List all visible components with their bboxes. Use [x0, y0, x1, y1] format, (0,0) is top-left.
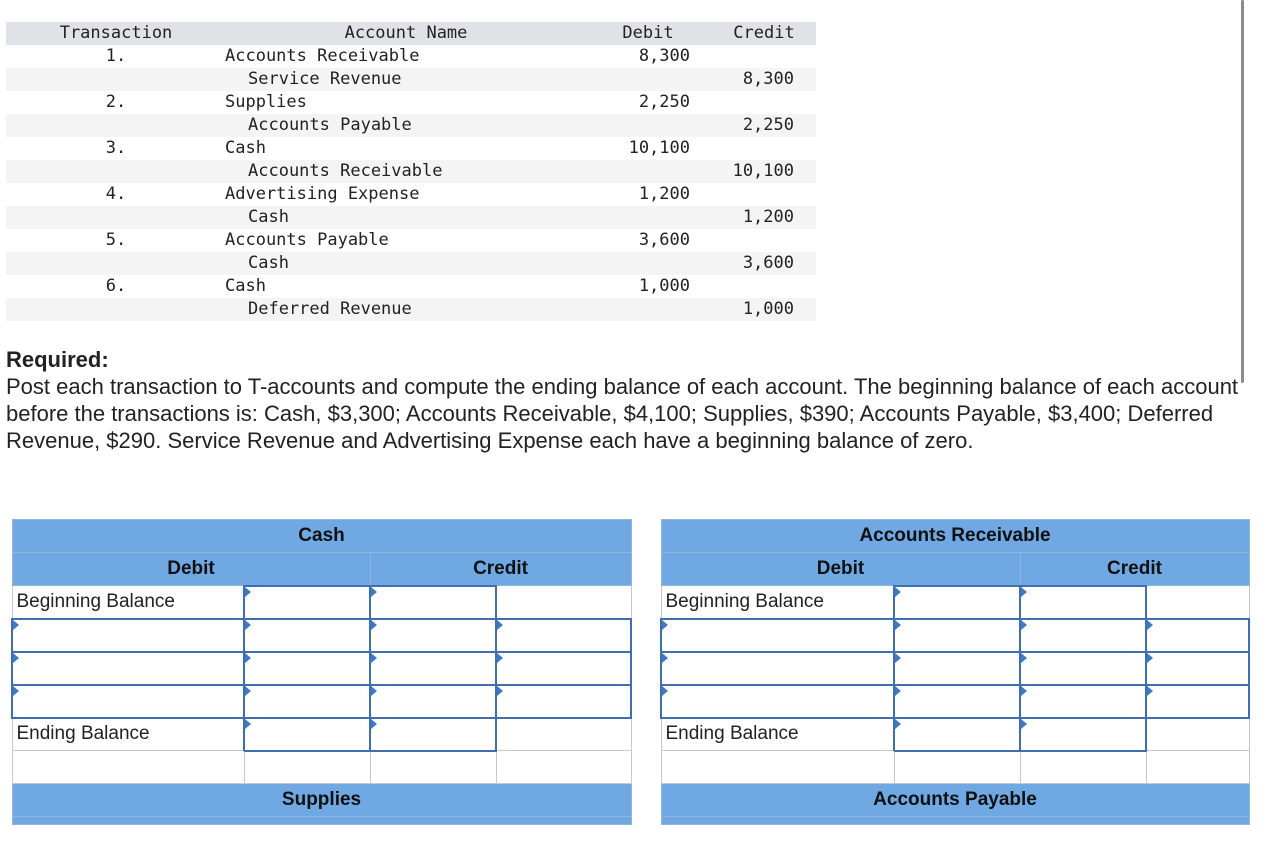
empty-cell	[244, 751, 370, 784]
t-account-accounts-receivable	[660, 519, 1250, 825]
t-account-title: Accounts Receivable	[661, 520, 1249, 553]
empty-cell	[1146, 718, 1249, 751]
credit-entry-select[interactable]	[1020, 652, 1146, 685]
transaction-number: 3.	[105, 138, 127, 158]
debit-column-header: Debit	[12, 553, 370, 586]
empty-cell	[1146, 586, 1249, 619]
empty-cell	[496, 586, 631, 619]
credit-column-header: Credit	[370, 553, 631, 586]
credit-amount-input[interactable]	[1146, 685, 1249, 718]
journal-row	[6, 275, 816, 298]
journal-row	[6, 137, 816, 160]
credit-amount: 1,000	[742, 299, 794, 319]
account-name: Advertising Expense	[225, 184, 420, 204]
transaction-number: 5.	[105, 230, 127, 250]
journal-entries-table	[6, 22, 816, 321]
credit-amount: 3,600	[742, 253, 794, 273]
scrollbar[interactable]	[1241, 0, 1244, 383]
credit-amount-input[interactable]	[496, 619, 631, 652]
debit-amount: 3,600	[638, 230, 690, 250]
ending-balance-label: Ending Balance	[661, 718, 894, 751]
t-account-cash	[11, 519, 632, 825]
empty-cell	[12, 751, 244, 784]
header-transaction: Transaction	[59, 23, 173, 43]
empty-cell	[496, 751, 631, 784]
account-name: Deferred Revenue	[248, 299, 412, 319]
debit-amount-input[interactable]	[244, 619, 370, 652]
required-section	[6, 346, 1246, 454]
debit-entry-select[interactable]	[661, 619, 894, 652]
t-account-title-accounts-payable: Accounts Payable	[661, 784, 1249, 817]
journal-row	[6, 114, 816, 137]
beginning-balance-credit-input[interactable]	[1020, 586, 1146, 619]
empty-cell	[370, 751, 496, 784]
header-credit: Credit	[733, 23, 795, 43]
ending-balance-credit-input[interactable]	[370, 718, 496, 751]
account-name: Cash	[225, 276, 266, 296]
account-name: Accounts Payable	[225, 230, 389, 250]
account-name: Cash	[248, 207, 289, 227]
account-name: Cash	[248, 253, 289, 273]
empty-cell	[1146, 751, 1249, 784]
journal-header-row	[6, 22, 816, 45]
account-name: Service Revenue	[248, 69, 402, 89]
journal-row	[6, 91, 816, 114]
account-name: Cash	[225, 138, 266, 158]
journal-row	[6, 206, 816, 229]
credit-entry-select[interactable]	[370, 685, 496, 718]
beginning-balance-label: Beginning Balance	[661, 586, 894, 619]
credit-amount-input[interactable]	[496, 652, 631, 685]
t-account-title: Cash	[12, 520, 631, 553]
transaction-number: 2.	[105, 92, 127, 112]
t-account-title-supplies: Supplies	[12, 784, 631, 817]
header-debit: Debit	[622, 23, 674, 43]
ending-balance-credit-input[interactable]	[1020, 718, 1146, 751]
account-name: Supplies	[225, 92, 307, 112]
journal-row	[6, 45, 816, 68]
account-name: Accounts Receivable	[225, 46, 420, 66]
account-name: Accounts Receivable	[248, 161, 443, 181]
debit-amount: 8,300	[638, 46, 690, 66]
credit-amount: 1,200	[742, 207, 794, 227]
debit-amount: 1,000	[638, 276, 690, 296]
debit-amount-input[interactable]	[894, 619, 1020, 652]
beginning-balance-credit-input[interactable]	[370, 586, 496, 619]
debit-amount: 10,100	[628, 138, 690, 158]
partial-header-row	[661, 817, 1249, 825]
transaction-number: 4.	[105, 184, 127, 204]
credit-amount: 8,300	[742, 69, 794, 89]
journal-row	[6, 298, 816, 321]
credit-column-header: Credit	[1020, 553, 1249, 586]
ending-balance-label: Ending Balance	[12, 718, 244, 751]
transaction-number: 1.	[105, 46, 127, 66]
credit-entry-select[interactable]	[370, 619, 496, 652]
debit-amount-input[interactable]	[244, 652, 370, 685]
debit-amount-input[interactable]	[244, 685, 370, 718]
account-name: Accounts Payable	[248, 115, 412, 135]
debit-amount-input[interactable]	[894, 685, 1020, 718]
debit-amount: 1,200	[638, 184, 690, 204]
credit-amount: 10,100	[732, 161, 794, 181]
beginning-balance-debit-input[interactable]	[894, 586, 1020, 619]
empty-cell	[661, 751, 894, 784]
beginning-balance-label: Beginning Balance	[12, 586, 244, 619]
journal-row	[6, 183, 816, 206]
credit-entry-select[interactable]	[1020, 619, 1146, 652]
debit-entry-select[interactable]	[12, 685, 244, 718]
required-instructions: Post each transaction to T-accounts and compute the ending balance of each account. The beginning balance of each account before the transactions is: Cash, $3,300; Accounts Receivable, $4,100; Supplies, $390; Accounts Payable, $3,400; Deferred Revenue, $290. Service Revenue and Advertising Expense each have a beginning balance of zero.	[6, 374, 1239, 453]
ending-balance-debit-input[interactable]	[244, 718, 370, 751]
journal-row	[6, 68, 816, 91]
debit-column-header: Debit	[661, 553, 1020, 586]
debit-entry-select[interactable]	[661, 652, 894, 685]
credit-amount-input[interactable]	[1146, 652, 1249, 685]
journal-row	[6, 160, 816, 183]
empty-cell	[1020, 751, 1146, 784]
empty-cell	[496, 718, 631, 751]
transaction-number: 6.	[105, 276, 127, 296]
header-account-name: Account Name	[344, 23, 468, 43]
debit-entry-select[interactable]	[12, 619, 244, 652]
credit-amount-input[interactable]	[1146, 619, 1249, 652]
empty-cell	[894, 751, 1020, 784]
debit-amount-input[interactable]	[894, 652, 1020, 685]
ending-balance-debit-input[interactable]	[894, 718, 1020, 751]
beginning-balance-debit-input[interactable]	[244, 586, 370, 619]
journal-row	[6, 229, 816, 252]
credit-entry-select[interactable]	[370, 652, 496, 685]
partial-header-row	[12, 817, 631, 825]
debit-entry-select[interactable]	[661, 685, 894, 718]
debit-entry-select[interactable]	[12, 652, 244, 685]
required-heading: Required:	[6, 347, 109, 372]
journal-row	[6, 252, 816, 275]
credit-entry-select[interactable]	[1020, 685, 1146, 718]
credit-amount: 2,250	[742, 115, 794, 135]
debit-amount: 2,250	[638, 92, 690, 112]
credit-amount-input[interactable]	[496, 685, 631, 718]
